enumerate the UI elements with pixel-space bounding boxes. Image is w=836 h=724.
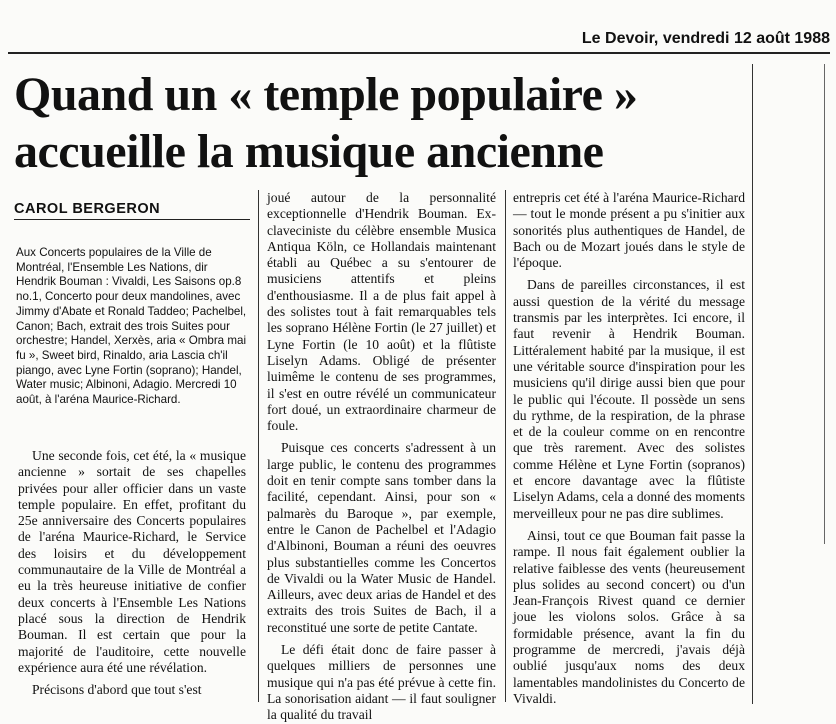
concert-credits: Aux Concerts populaires de la Ville de Montréal, l'Ensemble Les Nations, dir Hendrik Bouman : Vivaldi, Les Saisons op.8 no.1, Concerto pour deux mandolines, avec Jimmy d'Abate et Ronald Taddeo; Pachelbel, Canon; Bach, extrait des trois Suites pour orchestre; Handel, Xerxès, aria « Ombra mai fu », Sweet bird, Rinaldo, aria Lascia ch'il piango, avec Lyne Fortin (soprano); Handel, Water music; Albinoni, Adagio. Mercredi 10 août, à l'aréna Maurice-Richard.: [16, 246, 247, 407]
article-column-2: [267, 190, 496, 724]
headline-line-2: accueille la musique ancienne: [14, 125, 604, 178]
article-column-1: [18, 448, 246, 698]
paragraph: Le défi était donc de faire passer à quelques milliers de personnes une musique qui n'a pas été prévue à cette fin. La sonorisation aidant — il faut souligner la qualité du travail: [267, 642, 496, 723]
headline-line-1: Quand un « temple populaire »: [14, 68, 638, 121]
paragraph: joué autour de la personnalité exceptionnelle d'Hendrik Bouman. Ex-claveciniste du célèbre ensemble Musica Antiqua Köln, ce Hollandais maintenant établi au Québec a su s'entourer de musiciens attentifs et pleins d'enthousiasme. Il a de plus fait appel à des solistes tout à fait remarquables tels les soprano Hélène Fortin (le 27 juillet) et Lyne Fortin (le 10 août) et la flûtiste Liselyn Adams. Obligé de présenter luimême le contenu de ses programmes, il s'est en outre révélé un communicateur fort doué, un extraordinaire charmeur de foule.: [267, 190, 496, 434]
paragraph: entrepris cet été à l'aréna Maurice-Richard — tout le monde présent a pu s'initier aux sonorités plus authentiques de Handel, de Bach ou de Mozart joués dans le style de l'époque.: [513, 190, 745, 271]
column-divider: [752, 64, 753, 704]
headline: [14, 66, 637, 180]
paragraph: Précisons d'abord que tout s'est: [32, 682, 202, 698]
masthead-rule: [8, 52, 830, 54]
page-edge-rule: [824, 64, 825, 544]
column-divider: [258, 190, 259, 702]
article-column-3: [513, 190, 745, 707]
byline: CAROL BERGERON: [14, 201, 250, 220]
paragraph: Ainsi, tout ce que Bouman fait passe la rampe. Il nous fait également oublier la relative faiblesse des vents (heureusement plus solides au second concert) ou d'un Jean-François Rivest quand ce dernier joue les violons solos. Grâce à sa formidable présence, avant la fin du programme de mercredi, j'avais déjà oublié jusqu'aux noms des deux lamentables mandolinistes du Concerto de Vivaldi.: [513, 527, 745, 706]
dateline: Le Devoir, vendredi 12 août 1988: [581, 30, 830, 47]
paragraph: Dans de pareilles circonstances, il est aussi question de la vérité du message transmis par les interprètes. Ici encore, il faut revenir à Hendrik Bouman. Littéralement habité par la musique, il est une véritable source d'inspiration pour les musiciens qu'il dirige aussi bien que pour le public qui l'écoute. Il possède un sens du rythme, de la respiration, de la phrase et de la couleur comme on en rencontre que très rarement. Avec des solistes comme Hélène et Lyne Fortin (sopranos) et encore davantage avec la flûtiste Liselyn Adams, cela a donné des moments merveilleux pour ne pas dire sublimes.: [513, 277, 745, 521]
paragraph: Puisque ces concerts s'adressent à un large public, le contenu des programmes doit en tenir compte sans tomber dans la facilité, cependant. Ainsi, pour son « palmarès du Baroque », par exemple, entre le Canon de Pachelbel et l'Adagio d'Albinoni, Bouman a réuni des oeuvres plus substantielles comme les Concertos de Vivaldi ou la Water Music de Handel. Ailleurs, avec deux arias de Handel et des extraits des trois Suites de Bach, il a reconstitué une sorte de petite Cantate.: [267, 440, 496, 635]
paragraph: Une seconde fois, cet été, la « musique ancienne » sortait de ses chapelles privées pour aller officier dans un vaste temple populaire. En effet, profitant du 25e anniversaire des Concerts populaires de l'aréna Maurice-Richard, le Service des loisirs et du développement communautaire de la Ville de Montréal a eu la très heureuse initiative de confier deux concerts à l'Ensemble Les Nations placé sous la direction de Hendrik Bouman. Il est certain que pour la majorité de l'auditoire, cette nouvelle expérience aura été une révélation.: [18, 448, 246, 675]
column-divider: [505, 190, 506, 702]
